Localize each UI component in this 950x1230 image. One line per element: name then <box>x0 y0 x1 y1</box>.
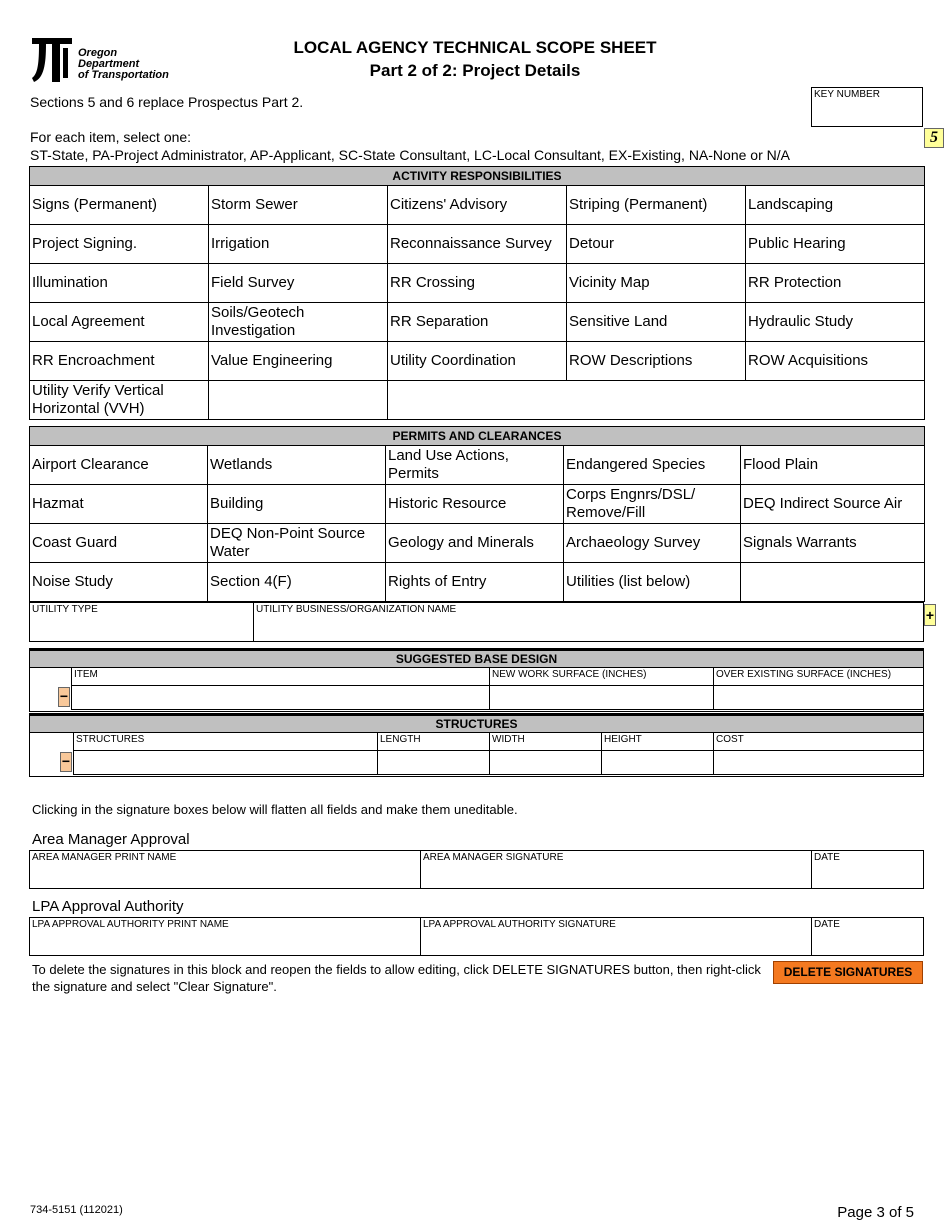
activity-item[interactable]: Illumination <box>30 264 209 303</box>
width-header <box>489 733 602 751</box>
area-manager-print-field[interactable] <box>29 850 421 889</box>
activity-item[interactable]: RR Separation <box>388 303 567 342</box>
activity-item[interactable]: Signs (Permanent) <box>30 186 209 225</box>
cost-input[interactable] <box>713 750 924 775</box>
activity-item[interactable]: ROW Acquisitions <box>746 342 925 381</box>
structures-input[interactable] <box>73 750 378 775</box>
height-label: HEIGHT <box>604 734 642 745</box>
base-existing-header <box>713 668 924 686</box>
permit-item[interactable]: Airport Clearance <box>30 446 208 485</box>
lpa-print-field[interactable] <box>29 917 421 956</box>
permits-heading: PERMITS AND CLEARANCES <box>30 427 925 446</box>
activity-item[interactable]: Field Survey <box>209 264 388 303</box>
length-label: LENGTH <box>380 734 421 745</box>
activity-empty-cell[interactable] <box>388 381 925 420</box>
activity-item[interactable]: Sensitive Land <box>567 303 746 342</box>
lpa-date-field[interactable] <box>811 917 924 956</box>
lpa-signature-field[interactable] <box>420 917 812 956</box>
permit-item[interactable]: Rights of Entry <box>386 563 564 602</box>
permit-item[interactable]: Corps Engnrs/DSL/ Remove/Fill <box>564 485 741 524</box>
activity-item[interactable]: Public Hearing <box>746 225 925 264</box>
utility-type-field[interactable] <box>29 602 254 642</box>
activity-item[interactable]: Striping (Permanent) <box>567 186 746 225</box>
activity-item[interactable]: Vicinity Map <box>567 264 746 303</box>
permit-item[interactable]: Section 4(F) <box>208 563 386 602</box>
height-header <box>601 733 714 751</box>
area-manager-print-label: AREA MANAGER PRINT NAME <box>32 852 177 863</box>
activity-item[interactable]: RR Crossing <box>388 264 567 303</box>
permit-item[interactable]: Signals Warrants <box>741 524 925 563</box>
form-subtitle: Part 2 of 2: Project Details <box>369 61 581 80</box>
remove-base-row-button[interactable]: − <box>58 687 70 707</box>
add-utility-button[interactable]: + <box>924 604 936 626</box>
activity-item[interactable]: Citizens' Advisory <box>388 186 567 225</box>
activity-item[interactable]: Irrigation <box>209 225 388 264</box>
base-item-input[interactable] <box>71 685 490 710</box>
length-input[interactable] <box>377 750 490 775</box>
permit-item[interactable]: Land Use Actions, Permits <box>386 446 564 485</box>
permit-item[interactable]: Utilities (list below) <box>564 563 741 602</box>
area-manager-date-field[interactable] <box>811 850 924 889</box>
width-input[interactable] <box>489 750 602 775</box>
base-item-header <box>71 668 490 686</box>
permit-item[interactable]: Flood Plain <box>741 446 925 485</box>
page-number: Page 3 of 5 <box>837 1204 914 1221</box>
codes-legend: ST-State, PA-Project Administrator, AP-Applicant, SC-State Consultant, LC-Local Consultant, EX-Existing, NA-None or N/A <box>30 147 790 163</box>
width-label: WIDTH <box>492 734 525 745</box>
permit-item[interactable]: DEQ Indirect Source Air <box>741 485 925 524</box>
length-header <box>377 733 490 751</box>
permit-item[interactable]: Geology and Minerals <box>386 524 564 563</box>
base-existing-label: OVER EXISTING SURFACE (INCHES) <box>716 669 892 680</box>
delete-signatures-button[interactable]: DELETE SIGNATURES <box>773 961 923 984</box>
permit-item[interactable] <box>741 563 925 602</box>
area-manager-heading: Area Manager Approval <box>32 831 190 848</box>
activity-item[interactable]: Landscaping <box>746 186 925 225</box>
height-input[interactable] <box>601 750 714 775</box>
lpa-sig-label: LPA APPROVAL AUTHORITY SIGNATURE <box>423 919 616 930</box>
section-badge: 5 <box>924 128 944 148</box>
permit-item[interactable]: Building <box>208 485 386 524</box>
activity-item[interactable]: Reconnaissance Survey <box>388 225 567 264</box>
form-title: LOCAL AGENCY TECHNICAL SCOPE SHEET <box>293 38 657 57</box>
base-existing-input[interactable] <box>713 685 924 710</box>
select-note: For each item, select one: <box>30 129 192 145</box>
activity-item[interactable]: Storm Sewer <box>209 186 388 225</box>
odot-logo-icon <box>30 34 74 84</box>
key-number-field[interactable] <box>811 87 923 127</box>
odot-logo <box>30 34 200 86</box>
utility-org-field[interactable] <box>253 602 924 642</box>
structures-label: STRUCTURES <box>76 734 145 745</box>
activity-item[interactable]: Hydraulic Study <box>746 303 925 342</box>
activity-item[interactable]: Soils/Geotech Investigation <box>209 303 388 342</box>
base-design-heading: SUGGESTED BASE DESIGN <box>29 650 924 668</box>
base-new-label: NEW WORK SURFACE (INCHES) <box>492 669 647 680</box>
base-new-input[interactable] <box>489 685 714 710</box>
permit-item[interactable]: DEQ Non-Point Source Water <box>208 524 386 563</box>
utility-org-label: UTILITY BUSINESS/ORGANIZATION NAME <box>256 604 457 615</box>
permit-item[interactable]: Archaeology Survey <box>564 524 741 563</box>
activity-item[interactable]: Utility Verify Vertical Horizontal (VVH) <box>30 381 209 420</box>
remove-structure-row-button[interactable]: − <box>60 752 72 772</box>
permit-item[interactable]: Hazmat <box>30 485 208 524</box>
area-manager-signature-field[interactable] <box>420 850 812 889</box>
permit-item[interactable]: Endangered Species <box>564 446 741 485</box>
key-number-label: KEY NUMBER <box>814 89 880 100</box>
activity-item[interactable]: Project Signing. <box>30 225 209 264</box>
activity-item[interactable]: Local Agreement <box>30 303 209 342</box>
permit-item[interactable]: Wetlands <box>208 446 386 485</box>
signature-note: Clicking in the signature boxes below will flatten all fields and make them uneditable. <box>32 802 518 817</box>
logo-text: Oregon Department of Transportation <box>78 47 169 81</box>
activity-item[interactable]: RR Protection <box>746 264 925 303</box>
area-manager-sig-label: AREA MANAGER SIGNATURE <box>423 852 564 863</box>
activity-heading: ACTIVITY RESPONSIBILITIES <box>30 167 925 186</box>
date-label: DATE <box>814 852 840 863</box>
structures-heading: STRUCTURES <box>29 715 924 733</box>
permit-item[interactable]: Historic Resource <box>386 485 564 524</box>
base-item-label: ITEM <box>74 669 98 680</box>
activity-empty-cell[interactable] <box>209 381 388 420</box>
lpa-heading: LPA Approval Authority <box>32 898 184 915</box>
form-number: 734-5151 (112021) <box>30 1204 123 1216</box>
activity-table <box>29 166 925 420</box>
structures-header <box>73 733 378 751</box>
base-new-header <box>489 668 714 686</box>
permit-item[interactable]: Noise Study <box>30 563 208 602</box>
sections-note: Sections 5 and 6 replace Prospectus Part 2. <box>30 94 304 110</box>
delete-signatures-note: To delete the signatures in this block and reopen the fields to allow editing, click DELETE SIGNATURES button, then right-click the signature and select "Clear Signature". <box>32 962 761 994</box>
permits-table <box>29 426 925 602</box>
cost-label: COST <box>716 734 744 745</box>
utility-type-label: UTILITY TYPE <box>32 604 98 615</box>
activity-item[interactable]: RR Encroachment <box>30 342 209 381</box>
permit-item[interactable]: Coast Guard <box>30 524 208 563</box>
lpa-print-label: LPA APPROVAL AUTHORITY PRINT NAME <box>32 919 229 930</box>
activity-item[interactable]: Utility Coordination <box>388 342 567 381</box>
activity-item[interactable]: ROW Descriptions <box>567 342 746 381</box>
activity-item[interactable]: Detour <box>567 225 746 264</box>
activity-item[interactable]: Value Engineering <box>209 342 388 381</box>
date-label: DATE <box>814 919 840 930</box>
cost-header <box>713 733 924 751</box>
